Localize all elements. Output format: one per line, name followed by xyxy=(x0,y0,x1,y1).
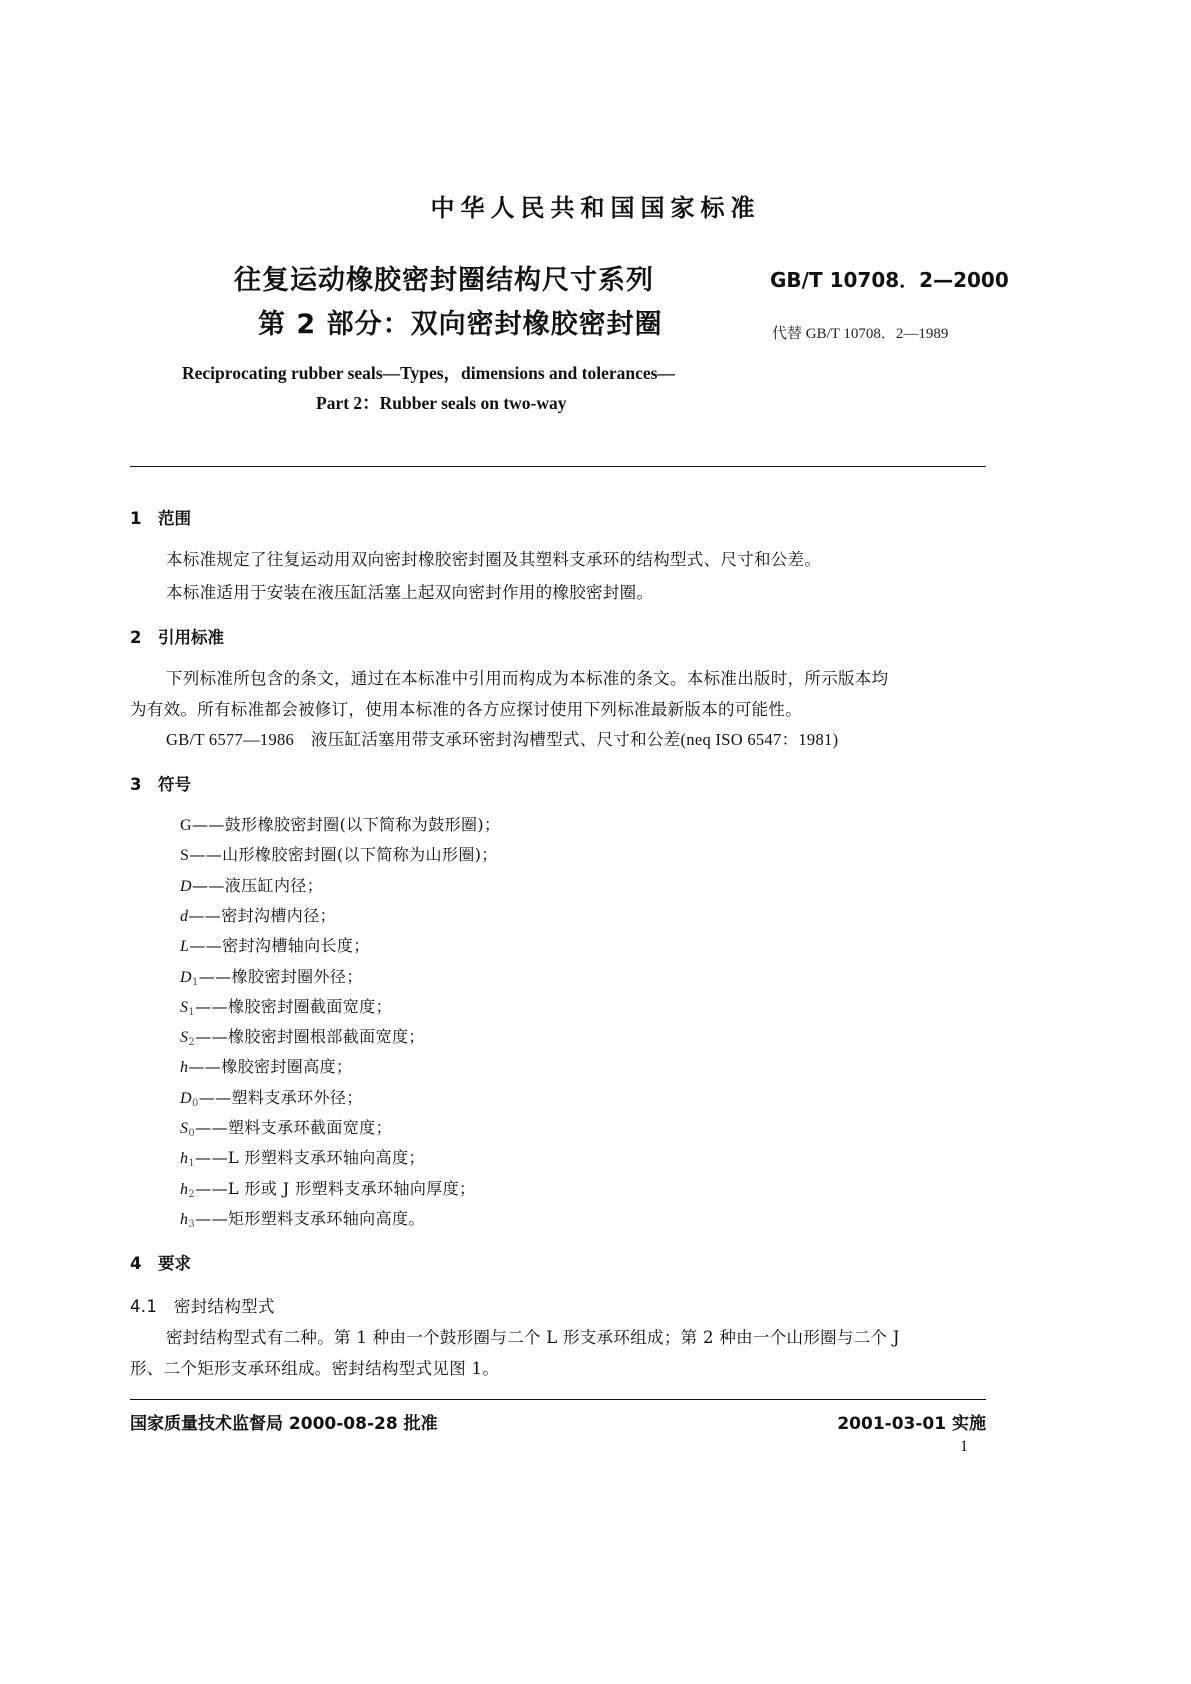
section-2-paragraph-line2: 为有效。所有标准都会被修订，使用本标准的各方应探讨使用下列标准最新版本的可能性。 xyxy=(130,700,802,719)
symbol-item xyxy=(180,1054,352,1077)
symbol-item xyxy=(180,1176,475,1200)
symbol-variable: S xyxy=(180,1120,189,1137)
symbol-variable: S xyxy=(180,847,190,865)
symbol-description: ——橡胶密封圈外径； xyxy=(198,966,363,986)
symbol-variable: h xyxy=(180,1059,189,1077)
symbol-variable: d xyxy=(180,907,189,925)
symbol-description: ——L 形塑料支承环轴向高度； xyxy=(195,1148,425,1168)
symbol-item xyxy=(180,1024,425,1048)
page-number: 1 xyxy=(960,1438,968,1455)
symbol-subscript: 1 xyxy=(188,1158,196,1170)
national-standard-heading: 中华人民共和国国家标准 xyxy=(430,194,761,222)
symbol-description: ——塑料支承环截面宽度； xyxy=(195,1118,392,1137)
section-2-paragraph-line1: 下列标准所包含的条文，通过在本标准中引用而构成为本标准的条文。本标准出版时，所示版本均 xyxy=(166,669,889,688)
symbol-variable: D xyxy=(180,877,192,895)
symbol-subscript: 3 xyxy=(188,1218,196,1230)
symbol-subscript: 0 xyxy=(188,1128,196,1139)
section-2-heading: 2 引用标准 xyxy=(130,628,224,647)
symbol-variable: h xyxy=(180,1180,189,1198)
section-4-1-paragraph-line2: 形、二个矩形支承环组成。密封结构型式见图 1。 xyxy=(130,1359,500,1378)
title-en-line2: Part 2：Rubber seals on two-way xyxy=(316,393,567,413)
section-2-reference: GB/T 6577—1986 液压缸活塞用带支承环密封沟槽型式、尺寸和公差(neq ISO 6547：1981) xyxy=(166,730,839,749)
symbol-variable: S xyxy=(180,1029,189,1047)
symbol-variable: h xyxy=(180,1150,189,1168)
symbol-description: ——塑料支承环外径； xyxy=(198,1087,363,1107)
section-3-heading: 3 符号 xyxy=(130,775,191,794)
symbol-variable: D xyxy=(180,968,192,986)
footer-divider xyxy=(130,1399,986,1400)
symbol-item xyxy=(180,964,363,988)
symbol-subscript: 1 xyxy=(191,976,199,988)
symbol-variable: h xyxy=(180,1210,189,1228)
title-cn-line2: 第 2 部分：双向密封橡胶密封圈 xyxy=(258,309,663,340)
effective-date: 2001-03-01 实施 xyxy=(837,1414,986,1434)
replaces-standard: 代替 GB/T 10708．2—1989 xyxy=(772,326,949,342)
approval-date: 国家质量技术监督局 2000-08-28 批准 xyxy=(130,1414,438,1434)
section-4-1-paragraph-line1: 密封结构型式有二种。第 1 种由一个鼓形圈与二个 L 形支承环组成；第 2 种由一个山形圈与二个 J xyxy=(166,1328,900,1347)
symbol-subscript: 2 xyxy=(188,1037,196,1049)
symbol-description: ——橡胶密封圈截面宽度； xyxy=(195,996,392,1016)
section-1-paragraph-1: 本标准规定了往复运动用双向密封橡胶密封圈及其塑料支承环的结构型式、尺寸和公差。 xyxy=(166,550,822,569)
section-4-heading: 4 要求 xyxy=(130,1254,191,1273)
header-divider xyxy=(130,466,986,467)
symbol-item xyxy=(180,933,370,956)
symbol-description: ——L 形或 J 形塑料支承环轴向厚度； xyxy=(195,1178,476,1198)
symbol-subscript: 0 xyxy=(191,1097,199,1109)
symbol-item xyxy=(180,842,498,865)
symbol-subscript: 1 xyxy=(188,1006,196,1018)
title-en-line1: Reciprocating rubber seals—Types，dimensions and tolerances— xyxy=(182,363,675,383)
symbol-description: ——山形橡胶密封圈(以下简称为山形圈)； xyxy=(189,845,498,865)
symbol-description: ——橡胶密封圈根部截面宽度； xyxy=(195,1027,425,1047)
section-4-1-heading: 4.1 密封结构型式 xyxy=(130,1297,275,1316)
symbol-item xyxy=(180,1145,425,1169)
symbol-item xyxy=(180,903,336,926)
symbol-description: ——密封沟槽轴向长度； xyxy=(189,936,370,956)
section-1-heading: 1 范围 xyxy=(130,509,191,528)
symbol-variable: L xyxy=(180,938,190,956)
symbol-description: ——液压缸内径； xyxy=(191,875,324,895)
symbol-description: ——橡胶密封圈高度； xyxy=(188,1057,353,1077)
symbol-item xyxy=(180,873,323,896)
symbol-item xyxy=(180,1206,425,1230)
symbol-variable: S xyxy=(180,998,189,1016)
symbol-subscript: 2 xyxy=(188,1188,196,1200)
symbol-description: ——鼓形橡胶密封圈(以下简称为鼓形圈)； xyxy=(191,815,501,834)
symbol-item xyxy=(180,994,392,1018)
symbol-item xyxy=(180,1085,363,1109)
symbol-item xyxy=(180,1115,392,1139)
standard-code: GB/T 10708．2—2000 xyxy=(770,268,1009,292)
symbol-variable: D xyxy=(180,1089,192,1107)
symbol-item xyxy=(180,812,500,835)
symbol-description: ——密封沟槽内径； xyxy=(188,905,337,925)
symbol-variable: G xyxy=(180,817,192,834)
symbol-description: ——矩形塑料支承环轴向高度。 xyxy=(195,1208,425,1228)
title-cn-line1: 往复运动橡胶密封圈结构尺寸系列 xyxy=(234,265,654,296)
section-1-paragraph-2: 本标准适用于安装在液压缸活塞上起双向密封作用的橡胶密封圈。 xyxy=(166,583,654,602)
